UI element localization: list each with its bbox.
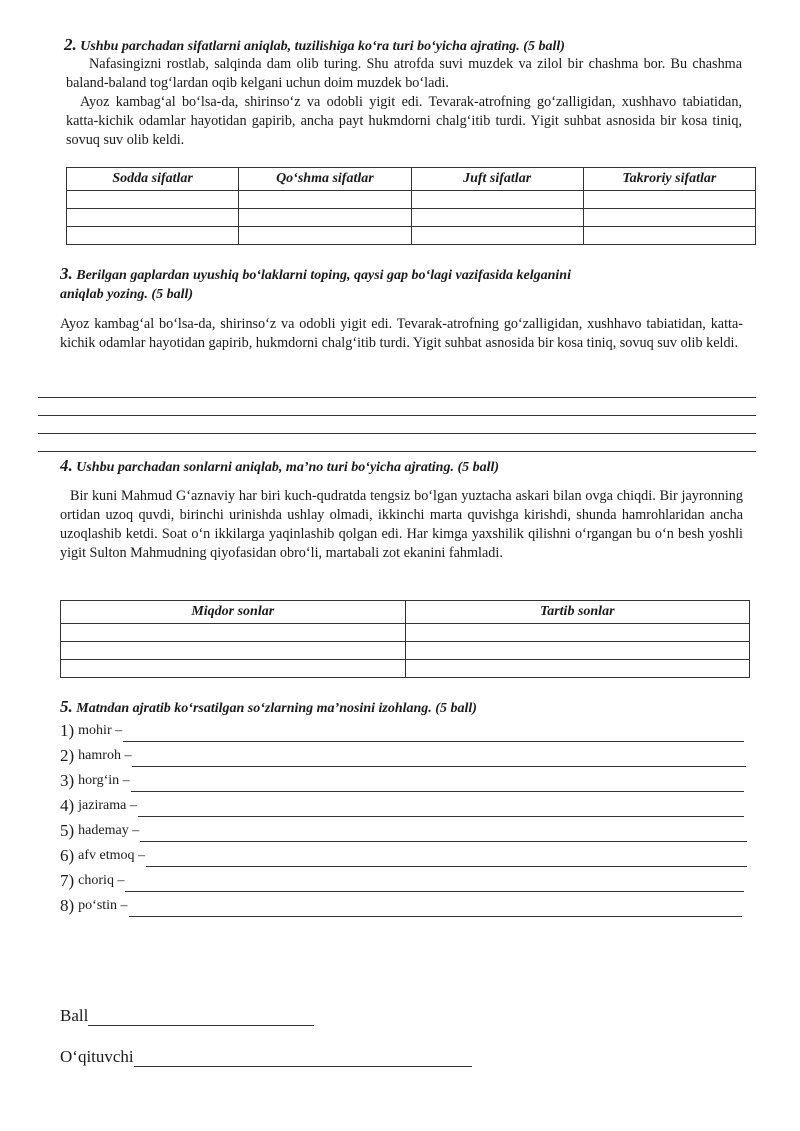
answer-cell[interactable]: [411, 227, 583, 245]
item-word: mohir –: [78, 723, 123, 738]
answer-line[interactable]: [146, 851, 747, 867]
answer-cell[interactable]: [61, 624, 406, 642]
item-number: 3): [60, 771, 75, 790]
table-row: [67, 191, 756, 209]
answer-cell[interactable]: [67, 209, 239, 227]
q2-heading: [64, 36, 565, 56]
answer-line[interactable]: [138, 801, 744, 817]
answer-cell[interactable]: [405, 660, 750, 678]
q2-paragraph-2: Ayoz kambag‘al bo‘lsa-da, shirinso‘z va odobli yigit edi. Tevarak-atrofning go‘zalligidan, xushhavo tabiatidan, katta-kichik odamlar hayotidan gapirib, ancha payt hukmdorni chalg‘itib turdi. Yigit suhbat asnosida bir kosa tiniq, sovuq suv olib keldi.: [66, 94, 742, 148]
item-word: po‘stin –: [78, 898, 128, 913]
table-row: [61, 660, 750, 678]
q5-title: Matndan ajratib ko‘rsatilgan so‘zlarning ma’nosini izohlang. (5 ball): [76, 701, 477, 716]
q2-col-qoshma: Qo‘shma sifatlar: [239, 168, 411, 191]
item-number: 2): [60, 746, 75, 765]
item-number: 8): [60, 896, 75, 915]
q3-answer-line[interactable]: [38, 415, 756, 416]
answer-cell[interactable]: [61, 642, 406, 660]
teacher-line[interactable]: [134, 1050, 472, 1067]
table-row: [61, 642, 750, 660]
q4-col-miqdor: Miqdor sonlar: [61, 601, 406, 624]
answer-cell[interactable]: [239, 191, 411, 209]
q2-paragraph-1: Nafasingizni rostlab, salqinda dam olib turing. Shu atrofda suvi muzdek va zilol bir chashma bor. Bu chashma baland-baland tog‘lardan oqib kelgani uchun doim muzdek bo‘ladi.: [66, 56, 742, 91]
item-number: 4): [60, 796, 75, 815]
answer-cell[interactable]: [583, 227, 755, 245]
answer-cell[interactable]: [405, 642, 750, 660]
q4-title: Ushbu parchadan sonlarni aniqlab, ma’no turi bo‘yicha ajrating. (5 ball): [76, 460, 500, 475]
item-word: jazirama –: [78, 798, 137, 813]
q2-col-takroriy: Takroriy sifatlar: [583, 168, 755, 191]
answer-cell[interactable]: [239, 209, 411, 227]
q3-answer-line[interactable]: [38, 433, 756, 434]
q5-heading: [60, 698, 477, 718]
q3-answer-line[interactable]: [38, 397, 756, 398]
item-word: hademay –: [78, 823, 140, 838]
ball-signature: [60, 1002, 314, 1026]
q2-col-sodda: Sodda sifatlar: [67, 168, 239, 191]
q3-paragraph: Ayoz kambag‘al bo‘lsa-da, shirinso‘z va odobli yigit edi. Tevarak-atrofning go‘zalligidan, xushhavo tabiatidan, katta-kichik odamlar hayotidan gapirib, hukmdorni chalg‘itib turdi. Yigit suhbat asnosida bir kosa tiniq, sovuq suv olib keldi.: [60, 316, 743, 351]
table-row: [61, 624, 750, 642]
q3-heading: [60, 265, 571, 285]
q3-answer-line[interactable]: [38, 451, 756, 452]
item-word: choriq –: [78, 873, 125, 888]
q4-heading: [60, 457, 499, 477]
list-item: [60, 845, 747, 867]
answer-line[interactable]: [125, 876, 744, 892]
answer-line[interactable]: [132, 751, 746, 767]
answer-cell[interactable]: [583, 209, 755, 227]
table-row: [67, 227, 756, 245]
answer-cell[interactable]: [61, 660, 406, 678]
q2-title: Ushbu parchadan sifatlarni aniqlab, tuzilishiga ko‘ra turi bo‘yicha ajrating. (5 ball): [80, 39, 565, 54]
table-row: [67, 209, 756, 227]
q2-answer-table: [66, 167, 756, 245]
answer-cell[interactable]: [239, 227, 411, 245]
answer-cell[interactable]: [583, 191, 755, 209]
item-number: 1): [60, 721, 75, 740]
item-word: horg‘in –: [78, 773, 130, 788]
item-word: afv etmoq –: [78, 848, 146, 863]
answer-cell[interactable]: [405, 624, 750, 642]
q3-number: 3.: [60, 264, 73, 283]
answer-line[interactable]: [123, 726, 744, 742]
q4-number: 4.: [60, 456, 73, 475]
q5-number: 5.: [60, 697, 73, 716]
ball-label: Ball: [60, 1006, 89, 1025]
q2-col-juft: Juft sifatlar: [411, 168, 583, 191]
list-item: [60, 895, 742, 917]
list-item: [60, 820, 747, 842]
q4-col-tartib: Tartib sonlar: [405, 601, 750, 624]
item-number: 5): [60, 821, 75, 840]
q4-paragraph: Bir kuni Mahmud G‘aznaviy har biri kuch-qudratda tengsiz bo‘lgan yuztacha askari bilan ovga chiqdi. Bir jayronning ortidan uzoq quvdi, birinchi urinishda ushlay olmadi, ikkinchi marta quvishga kirishdi, shunda hamrohlaridan ancha uzoqlashib ketdi. Soat o‘n ikkilarga yaqinlashib qolgan edi. Har kimga yaxshilik qilishni o‘rgangan bu o‘n besh yoshli yigit Sulton Mahmudning qiyofasidan obro‘li, martabali zot ekanini fahmladi.: [60, 488, 743, 561]
q2-number: 2.: [64, 35, 77, 54]
answer-cell[interactable]: [411, 209, 583, 227]
list-item: [60, 870, 744, 892]
answer-line[interactable]: [140, 826, 747, 842]
teacher-signature: [60, 1043, 472, 1067]
item-word: hamroh –: [78, 748, 132, 763]
answer-cell[interactable]: [67, 227, 239, 245]
answer-cell[interactable]: [411, 191, 583, 209]
item-number: 6): [60, 846, 75, 865]
answer-cell[interactable]: [67, 191, 239, 209]
q3-title-line-2: aniqlab yozing. (5 ball): [60, 287, 194, 302]
q3-title-line-1: Berilgan gaplardan uyushiq bo‘laklarni toping, qaysi gap bo‘lagi vazifasida kelganini: [76, 268, 571, 283]
answer-line[interactable]: [131, 776, 744, 792]
item-number: 7): [60, 871, 75, 890]
list-item: [60, 745, 746, 767]
list-item: [60, 795, 744, 817]
q4-answer-table: [60, 600, 750, 678]
list-item: [60, 720, 744, 742]
list-item: [60, 770, 744, 792]
answer-line[interactable]: [129, 901, 742, 917]
ball-line[interactable]: [88, 1009, 314, 1026]
teacher-label: O‘qituvchi: [60, 1047, 134, 1066]
